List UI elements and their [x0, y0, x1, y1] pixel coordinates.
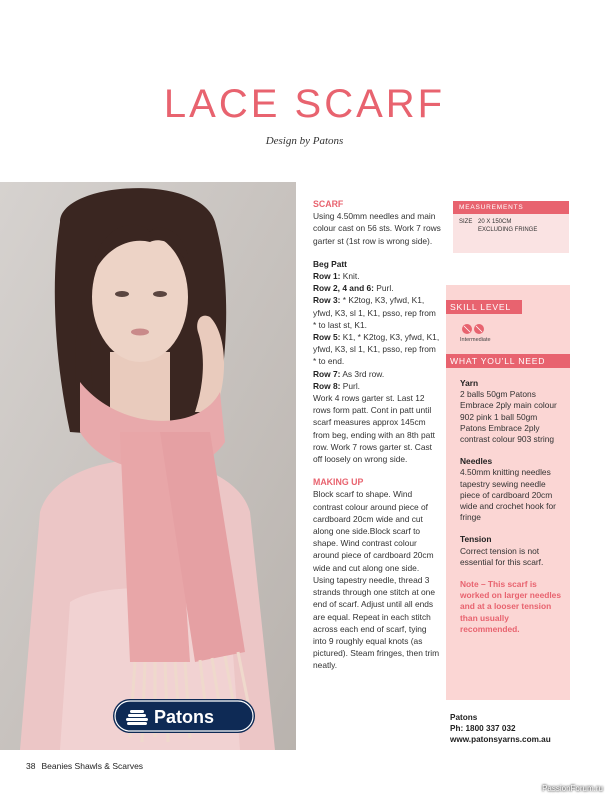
tension-text: Correct tension is not essential for this scarf.	[460, 545, 544, 567]
row-1: Row 1: Knit.	[313, 271, 360, 282]
row-8: Row 8: Purl.	[313, 380, 361, 391]
beg-patt-heading: Beg Patt	[313, 258, 347, 269]
row-7: Row 7: As 3rd row.	[313, 368, 385, 379]
designer-byline: Design by Patons	[265, 135, 344, 147]
scarf-finish: Work 4 rows garter st. Last 12 rows form patt. Cont in patt until scarf measures approx 145cm from beg, ending with an 8th patt row. Work 7 rows garter st. Cast off loosely on wrong side.	[313, 393, 435, 465]
measurements-heading: MEASUREMENTS	[453, 201, 569, 214]
publication-title: Beanies Shawls & Scarves	[41, 761, 144, 771]
page-number: 38	[26, 761, 36, 771]
row-5: Row 5: K1, * K2tog, K3, yfwd, K1, yfwd, K3, sl 1, K1, psso, rep from * to end.	[313, 332, 440, 367]
contact-website[interactable]: www.patonsyarns.com.au	[450, 735, 551, 745]
contact-info	[450, 712, 600, 746]
patons-logo-text: Patons	[154, 707, 215, 727]
watermark: PassionForum.ru	[542, 784, 603, 793]
contact-phone: Ph: 1800 337 032	[450, 724, 516, 734]
making-up-text: Block scarf to shape. Wind contrast colour around piece of cardboard 20cm wide and cut along one side.Block scarf to shape. Wind contrast colour around piece of cardboard 20cm wide and cut along one side. Using tapestry needle, thread 3 strands through one stitch at one end of scarf. Adjust until all ends are equal. Repeat in each stitch across each end of scarf, tying into 9 roughly equal knots (as pictured). Steam fringes, then trim neatly.	[313, 489, 440, 671]
instructions-column	[313, 198, 441, 672]
tension-note: Note – This scarf is worked on larger needles and at a looser tension than usually recommended.	[460, 579, 561, 634]
row-2-4-6: Row 2, 4 and 6: Purl.	[313, 283, 394, 294]
needles-heading: Needles	[460, 456, 493, 467]
model-illustration	[0, 182, 296, 750]
skill-level-heading: SKILL LEVEL	[446, 300, 522, 314]
skill-level-value: Intermediate	[460, 337, 491, 343]
tension-heading: Tension	[460, 534, 492, 545]
page-title: LACE SCARF	[163, 82, 446, 126]
needs-list	[460, 378, 564, 635]
model-photo	[0, 182, 296, 750]
page-footer	[26, 761, 143, 771]
row-3: Row 3: * K2tog, K3, yfwd, K1, yfwd, K3, sl 1, K1, psso, rep from * to last st, K1.	[313, 295, 436, 330]
what-you-need-heading: WHAT YOU'LL NEED	[446, 354, 570, 368]
yarn-text: 2 balls 50gm Patons Embrace 2ply main colour 902 pink 1 ball 50gm Patons Embrace 2ply contrast colour 903 string	[460, 389, 557, 445]
size-row: SIZE 20 X 150CM EXCLUDING FRINGE	[459, 219, 538, 233]
making-up-heading: MAKING UP	[313, 477, 364, 488]
needles-text: 4.50mm knitting needles tapestry sewing needle piece of cardboard 20cm wide and crochet hook for fringe	[460, 467, 556, 523]
yarn-heading: Yarn	[460, 378, 479, 388]
scarf-intro: Using 4.50mm needles and main colour cast on 56 sts. Work 7 rows garter st (1st row is wrong side).	[313, 211, 441, 246]
measurements-box	[453, 201, 569, 253]
scarf-heading: SCARF	[313, 199, 344, 209]
contact-brand: Patons	[450, 713, 478, 722]
